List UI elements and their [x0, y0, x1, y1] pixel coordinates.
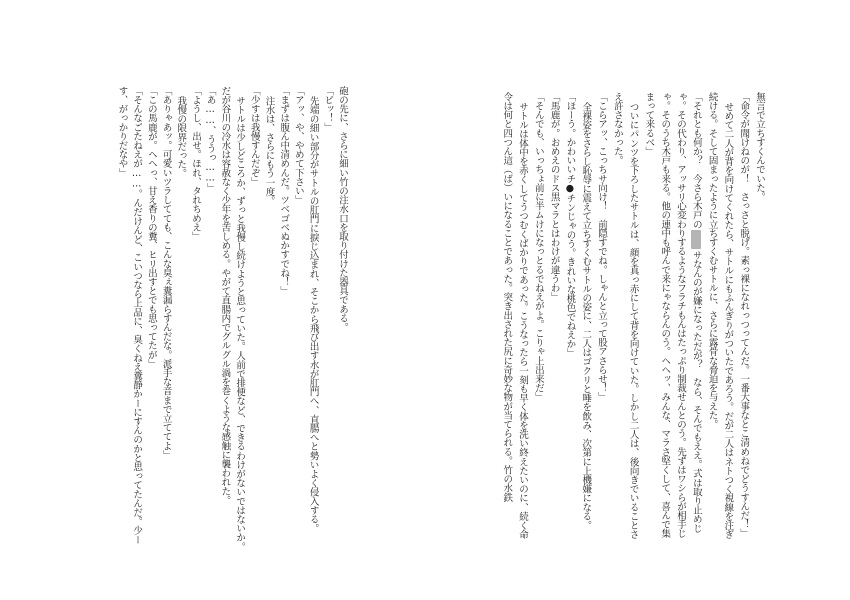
- paragraph: 「ピッ！」: [322, 86, 334, 132]
- paragraph: 「そんなごたねえが……。んだけんど、こいつなら上品に、臭くねえ糞静かーにすんのかと思ってたんだ。少ーす、がっかりだなや」: [116, 86, 143, 545]
- paragraph: ついにパンツを下ろしたサトルは、顔を真っ赤にして背を向けていた。しかし二人は、後向きでいることさえ許さなかった。: [611, 92, 639, 539]
- paragraph-text: サなんのが嫌になっただが？ なら、そんでもええ。式は取り止めじゃ。その代わり、アッサリ心変わりするようなフラチもんはたっぷり制裁せんとのう。先ずはワシらが相手じゃ。そのうち木戸も来る。他の連中も呼んで来にゃならんのう。ヘヘッ、みんな、マラさ堅くして、喜んで集まって来るべ」: [643, 92, 702, 538]
- paragraph: 「命令が聞けねのが！ さっさと脱げ。素っ裸になれっつってんだ。一番大事なとこ清めねでどうすんだ！」: [738, 92, 750, 538]
- paragraph: 砲の先に、さらに細い竹の注水口を取り付けた器具である。: [337, 86, 348, 332]
- paragraph: 我慢の限界だった。: [175, 95, 187, 178]
- paragraph: 「馬鹿が。おめえのドス黒マラとはわけが違うわ」: [548, 92, 560, 302]
- paragraph: 「こらアッ、こっちサ向け！ 前隠すでね。しゃんと立って股アさらせ！」: [596, 92, 608, 402]
- paragraph: 「少すは我慢すんだぞ」: [248, 86, 260, 187]
- left-page: [85, 86, 349, 552]
- paragraph: せめて二人が背を向けてくれたら、サトルにもふんぎりがついたであろう。だが二人はネトつく視線を注ぎ続ける。そして固まったように立ちすくむサトルに、さらに露骨な脅迫を与えた。: [706, 92, 734, 539]
- paragraph: 「この馬鹿が。ヘヘっ、甘え香りの糞、ヒリ出すとでも思ってたが」: [145, 86, 157, 369]
- paragraph: 先端の細い部分がサトルの肛門に捩じ込まれ、そこから飛び出す水が肛門へ、直腸へと勢いよく侵入する。: [307, 95, 319, 533]
- censor-bar: [691, 230, 701, 250]
- paragraph: 「アッ、や、やめて下さい」: [292, 86, 304, 205]
- paragraph: 「ようし、出せ。ほれ、タれちめえ」: [189, 86, 201, 241]
- paragraph: 「あ……、ううっ……」: [204, 86, 216, 193]
- right-page: [481, 92, 767, 544]
- paragraph-text: 「それとも何か？ 今さら木戸の: [690, 92, 702, 229]
- paragraph: 全裸姿をさらし恥辱に震えて立ちすくむサトルの姿に、二人はゴクリと唾を飲み、次第に上機嫌になる。: [580, 101, 592, 530]
- paragraph: [641, 92, 704, 544]
- paragraph: 「ありゃあッ。可愛いツラしてても、こんな臭ぇ糞漏らすんだな。派手な音まで立ててよ」: [160, 86, 172, 460]
- paragraph: 「ほーう。かわいいチ●チンじゃのう。きれいな桃色でねえか」: [564, 92, 576, 358]
- paragraph: 「そんでも、いっちょ前に半ムけになっとるでねえがよ。こりゃ上出来だ」: [532, 92, 544, 402]
- paragraph: 「まずは腹ん中清めんだ。ツベゴベぬかすでね！」: [278, 86, 290, 296]
- paragraph: サトルは体中を赤くしてうつむくばかりであった。こうなったら一刻も早く体を洗い終えたいのに、続く命令は何と四つん這（ば）いになることであった。突き出された尻に奇妙な物が当てられる。竹の水鉄: [501, 92, 529, 539]
- paragraph: 注水は、さらにもう一度。: [263, 95, 275, 205]
- paragraph: 無言で立ちすくんでいた。: [754, 92, 765, 202]
- paragraph: サトルは少しどころか、ずっと我慢し続けようと思っていた。人前で排便など、できるわけがないではないか。だが谷川の冷水は容赦なく少年を苦しめる。やがて直腸内でグルグル渦を巻くような感触に襲われた。: [219, 86, 246, 551]
